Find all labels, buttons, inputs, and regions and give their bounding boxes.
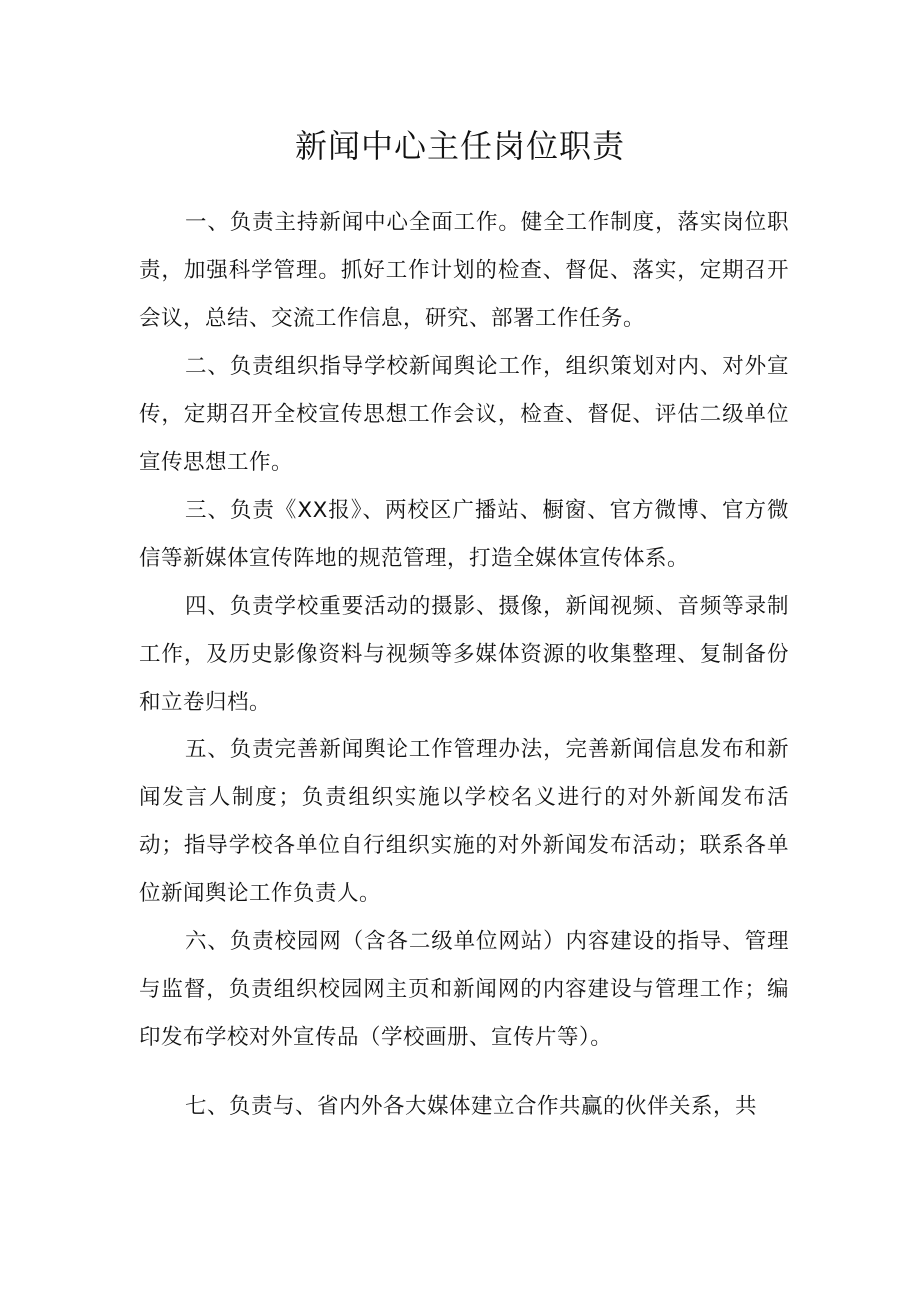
- duty-paragraph-5: 五、负责完善新闻舆论工作管理办法，完善新闻信息发布和新闻发言人制度；负责组织实施以学校名义进行的对外新闻发布活动；指导学校各单位自行组织实施的对外新闻发布活动；联系各单位新闻舆论工作负责人。: [139, 737, 789, 906]
- duty-paragraph-2: 二、负责组织指导学校新闻舆论工作，组织策划对内、对外宣传，定期召开全校宣传思想工作会议，检查、督促、评估二级单位宣传思想工作。: [139, 354, 789, 475]
- duty-paragraph-3: 三、负责《XX报》、两校区广播站、橱窗、官方微博、官方微信等新媒体宣传阵地的规范管理，打造全媒体宣传体系。: [139, 498, 789, 571]
- duty-paragraph-7: 七、负责与、省内外各大媒体建立合作共赢的伙伴关系，共: [185, 1094, 758, 1119]
- duty-paragraph-4: 四、负责学校重要活动的摄影、摄像，新闻视频、音频等录制工作，及历史影像资料与视频等多媒体资源的收集整理、复制备份和立卷归档。: [139, 594, 789, 715]
- duty-paragraph-1: 一、负责主持新闻中心全面工作。健全工作制度，落实岗位职责，加强科学管理。抓好工作计划的检查、督促、落实，定期召开会议，总结、交流工作信息，研究、部署工作任务。: [139, 210, 789, 331]
- page-title: 新闻中心主任岗位职责: [294, 127, 625, 165]
- duty-paragraph-6: 六、负责校园网（含各二级单位网站）内容建设的指导、管理与监督，负责组织校园网主页和新闻网的内容建设与管理工作；编印发布学校对外宣传品（学校画册、宣传片等）。: [139, 929, 789, 1050]
